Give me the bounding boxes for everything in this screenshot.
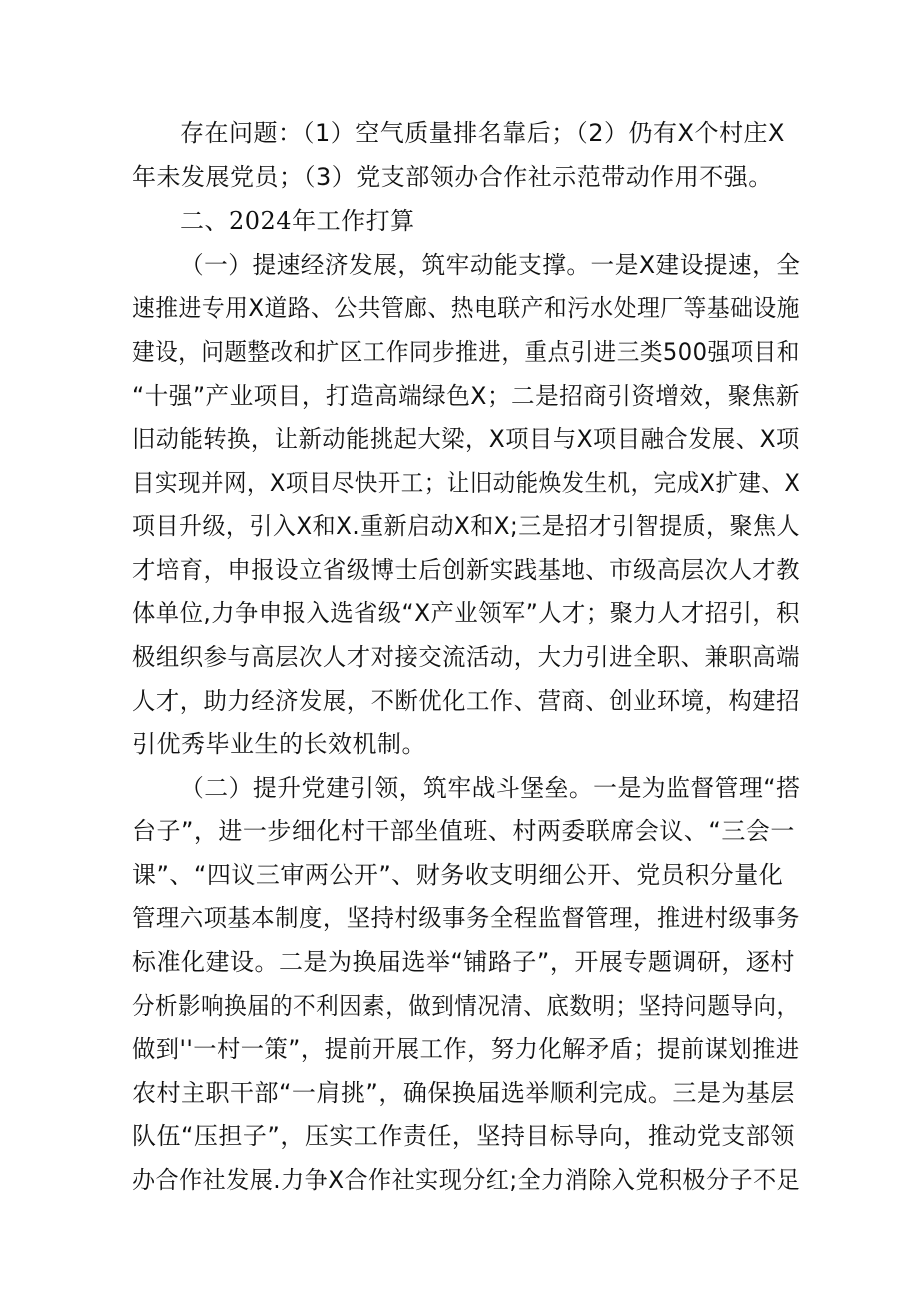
- text-line-15: 引优秀毕业生的长效机制。: [132, 730, 426, 758]
- text-line-17: 台子”，进一步细化村干部坐值班、村两委联席会议、“三会一: [132, 817, 795, 845]
- text-line-1: 存在问题：（1）空气质量排名靠后；（2）仍有X个村庄X: [180, 119, 785, 147]
- text-line-19: 管理六项基本制度，坚持村级事务全程监督管理，推进村级事务: [132, 904, 801, 932]
- text-line-9: 目实现并网，X项目尽快开工；让旧动能焕发生机，完成X扩建、X: [132, 469, 801, 497]
- text-line-8: 旧动能转换，让新动能挑起大梁，X项目与X项目融合发展、X项: [132, 425, 800, 453]
- text-line-25: 办合作社发展.力争X合作社实现分红;全力消除入党积极分子不足: [132, 1166, 801, 1194]
- text-line-6: 建设，问题整改和扩区工作同步推进，重点引进三类500强项目和: [132, 338, 800, 366]
- text-line-20: 标准化建设。二是为换届选举“铺路子”，开展专题调研，逐村: [132, 948, 795, 976]
- text-line-12: 体单位,力争申报入选省级“X产业领军”人才；聚力人才招引，积: [132, 599, 800, 627]
- text-line-7: “十强”产业项目，打造高端绿色X；二是招商引资增效，聚焦新: [132, 382, 800, 410]
- text-line-13: 极组织参与高层次人才对接交流活动，大力引进全职、兼职高端: [132, 643, 801, 671]
- text-line-14: 人才，助力经济发展，不断优化工作、营商、创业环境，构建招: [132, 687, 801, 715]
- text-line-11: 才培育，申报设立省级博士后创新实践基地、市级高层次人才教: [132, 556, 801, 584]
- text-line-5: 速推进专用X道路、公共管廊、热电联产和污水处理厂等基础设施: [132, 294, 800, 322]
- text-line-24: 队伍“压担子”，压实工作责任，坚持目标导向，推动党支部领: [132, 1122, 795, 1150]
- text-line-22: 做到''一村一策”，提前开展工作，努力化解矛盾；提前谋划推进: [132, 1035, 800, 1063]
- text-line-16: （二）提升党建引领，筑牢战斗堡垒。一是为监督管理“搭: [180, 774, 801, 802]
- text-line-18: 课”、“四议三审两公开”、财务收支明细公开、党员积分量化: [132, 861, 784, 889]
- text-line-23: 农村主职干部“一肩挑”，确保换届选举顺利完成。三是为基层: [132, 1079, 795, 1107]
- section-heading: 二、2024年工作打算: [180, 207, 415, 235]
- text-line-10: 项目升级，引入X和X.重新启动X和X;三是招才引智提质，聚焦人: [132, 512, 800, 540]
- text-line-2: 年未发展党员；（3）党支部领办合作社示范带动作用不强。: [132, 163, 773, 191]
- text-line-4: （一）提速经济发展，筑牢动能支撑。一是X建设提速，全: [180, 251, 801, 279]
- text-line-21: 分析影响换届的不利因素，做到情况清、底数明；坚持问题导向，: [132, 992, 800, 1020]
